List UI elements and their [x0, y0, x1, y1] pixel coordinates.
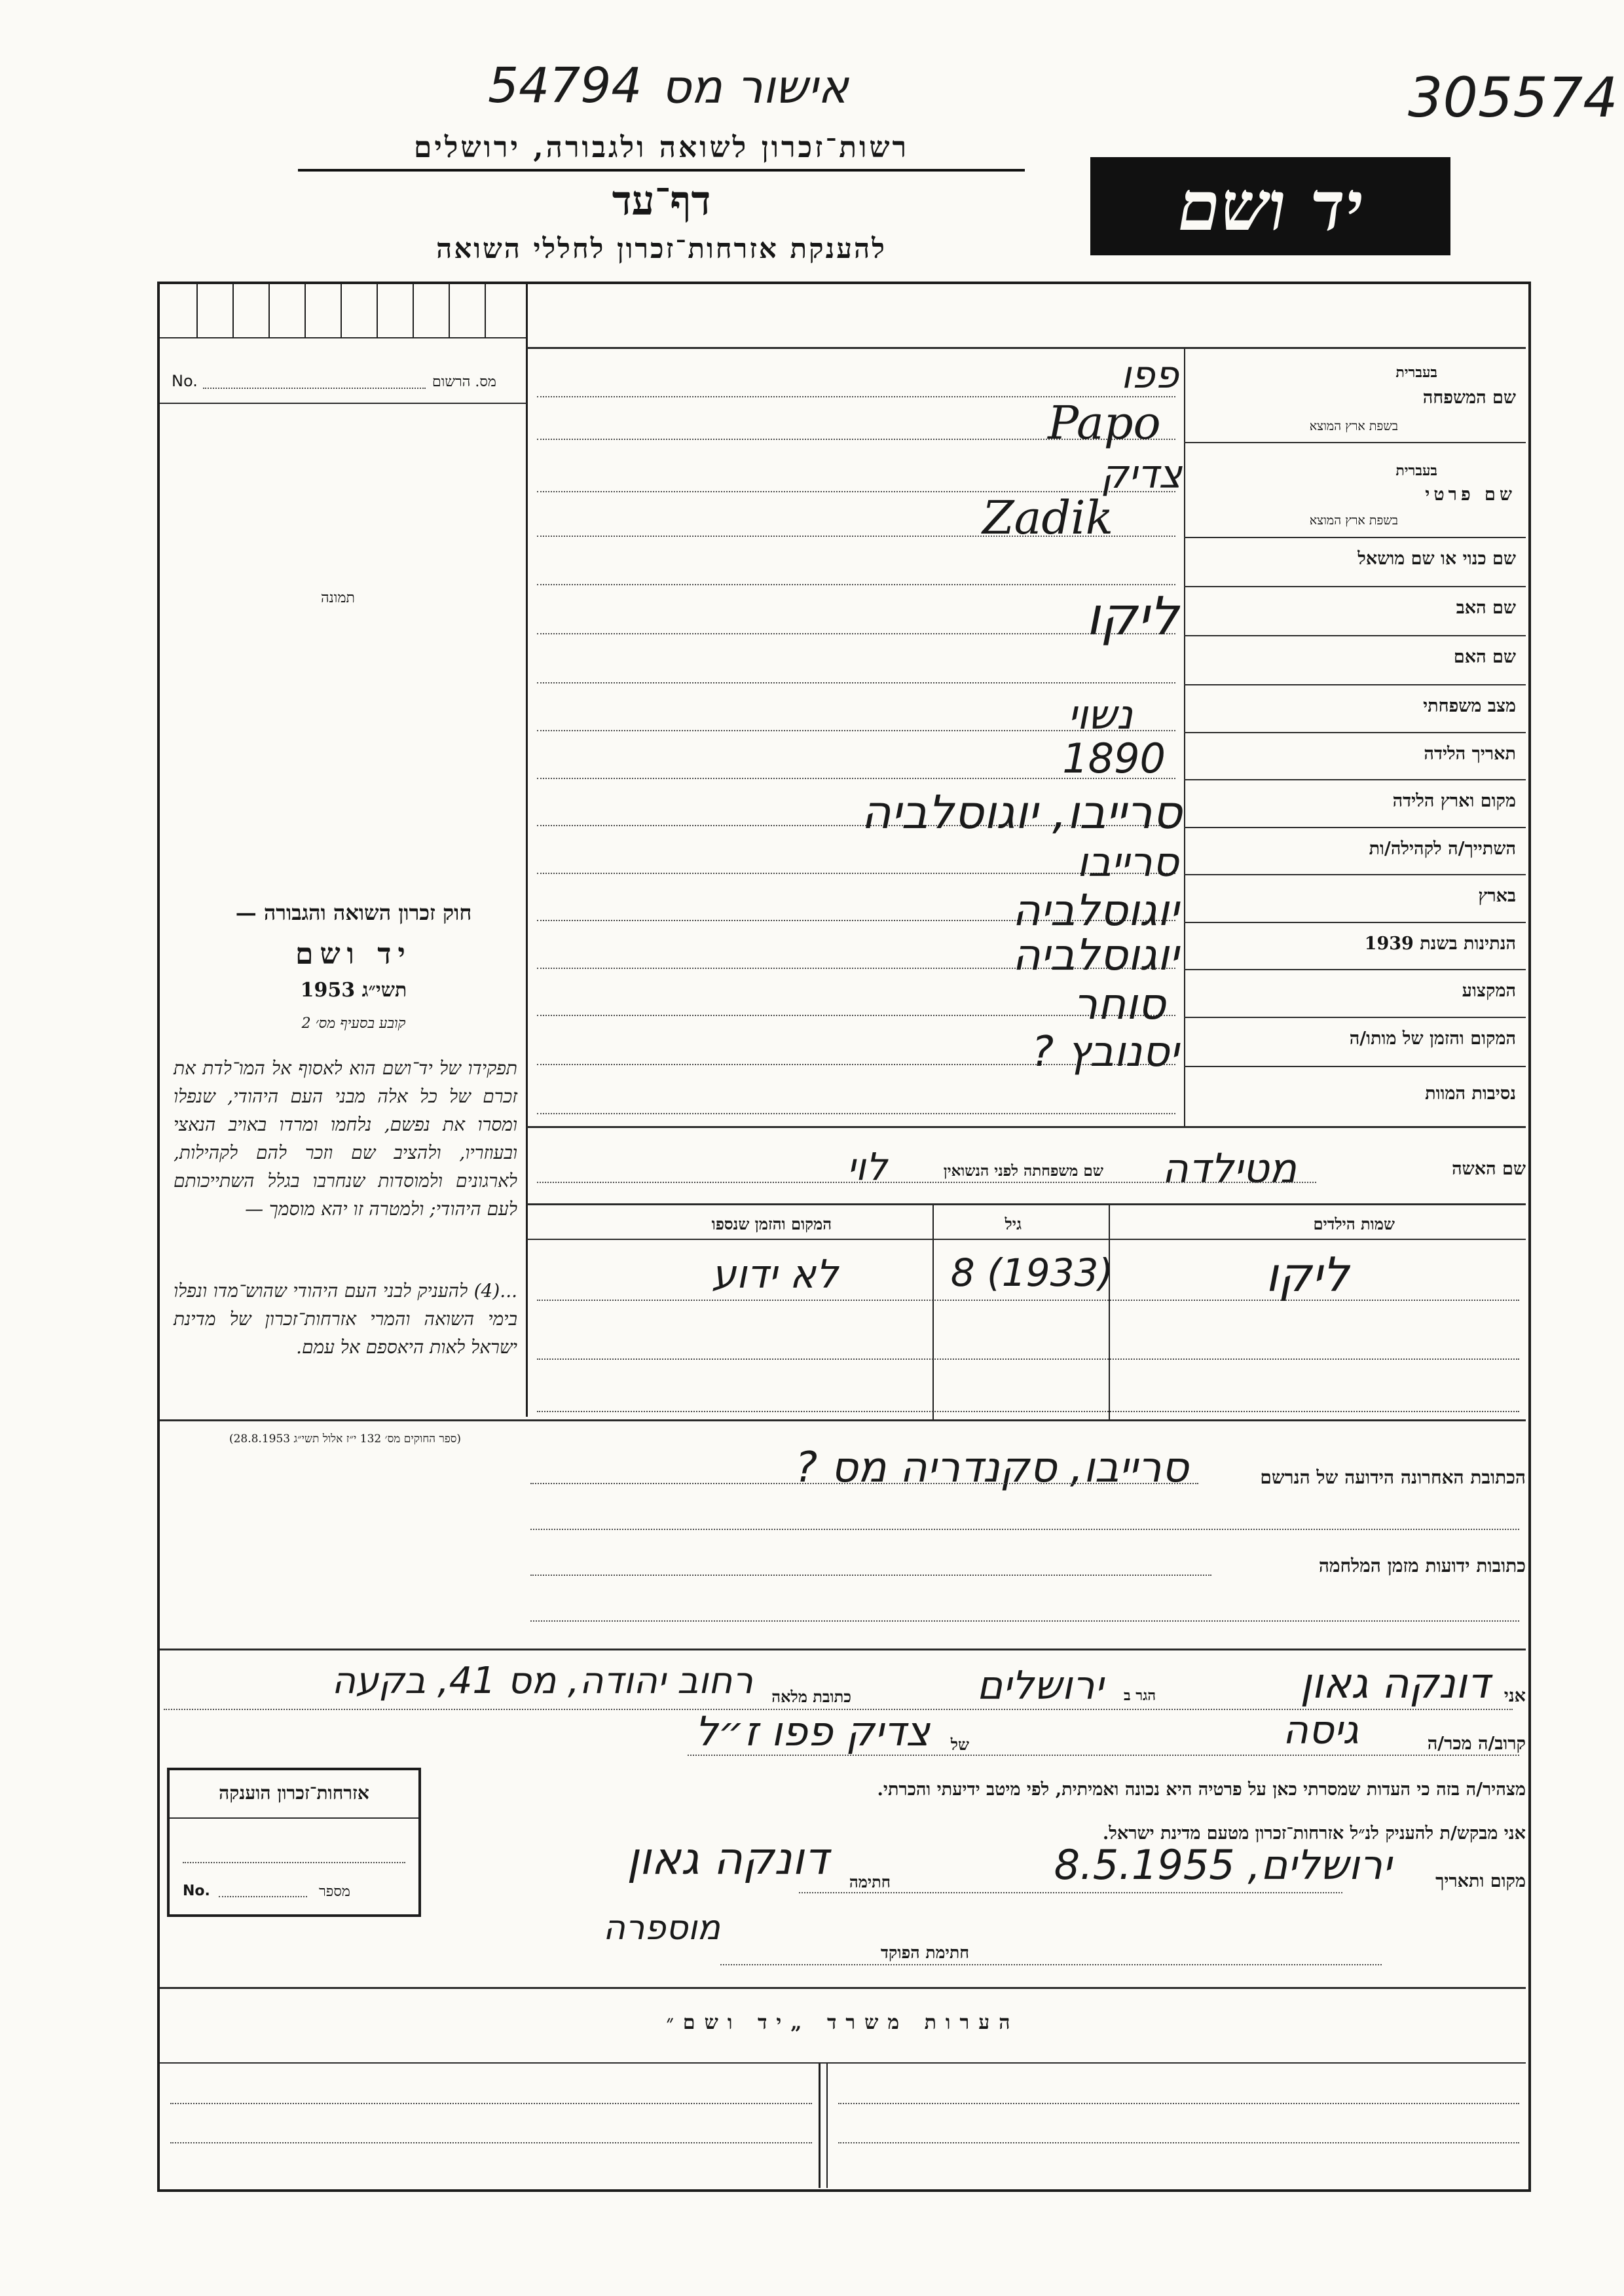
grant-no-label: No.: [183, 1883, 210, 1899]
children-age-col: גיל: [1005, 1214, 1022, 1233]
wife-maiden-label: שם משפחתה לפני הנשואין: [943, 1162, 1103, 1180]
grant-box-title: אזרחות־זכרון הוענקה: [219, 1782, 369, 1804]
logo-text: יד ושם: [1177, 166, 1363, 246]
first-name-label: שם פרטי: [1425, 484, 1516, 505]
declarant-lives-label: הגר ב: [1124, 1687, 1156, 1704]
yad-vashem-logo: [1090, 157, 1450, 255]
full-address-label: כתובת מלאה: [771, 1687, 851, 1706]
country-label: בארץ: [1478, 886, 1516, 906]
child-1-death: לא ידוע: [711, 1252, 838, 1298]
occupation-value: סוחר: [1073, 979, 1166, 1029]
relation-value: גיסה: [1282, 1707, 1359, 1753]
father-value: ליקו: [1086, 586, 1179, 647]
place-date-value: ירושלים, 8.5.1955: [1054, 1841, 1392, 1889]
wife-name-value: מטילדה: [1162, 1144, 1297, 1192]
law-year: תשי״ג 1953: [300, 979, 407, 1002]
law-title: חוק זכרון השואה והגבורה —: [235, 900, 472, 925]
corner-number: 305574: [1408, 65, 1618, 130]
law-text-1: תפקידו של יד־ושם הוא לאסוף אל המו־לדת את זכרם של כל אלה מבני העם היהודי, שנפלו ומסרו את נפשם, נלחמו ומרדו באויב הנאצי ובעוזריו, ולהציב שם וזכר להם לקהילות, לארגונים ולמוסדות שנחרבו בגלל השתייכותם לעם היהודי; ולמטרה זו יהא מוסמך —: [174, 1057, 517, 1220]
child-1-name: ליקו: [1265, 1247, 1349, 1302]
community-value: סרייבו: [1077, 838, 1179, 886]
place-date-label: מקום ותאריך: [1435, 1871, 1526, 1891]
approval-number: 54794: [488, 58, 642, 114]
death-place-value: יסנובץ ?: [1031, 1028, 1179, 1076]
occupation-label: המקצוע: [1462, 981, 1516, 1001]
family-name-origin-sublabel: בשפת ארץ המוצא: [1309, 419, 1398, 433]
approval-label: אישור מס: [661, 60, 849, 114]
declaration-text: מצהיר/ה בזה כי העדות שמסרתי כאן על פרטיה היא נכונה ואמיתית, לפי מיטב ידיעתי והכרתי.: [877, 1779, 1526, 1800]
notes-title: הערות משרד „יד ושם״: [666, 2011, 1020, 2034]
mother-label: שם האם: [1453, 647, 1516, 667]
country-value: יוגוסלביה: [1012, 885, 1179, 936]
death-place-label: המקום והזמן של מותו/ה: [1349, 1029, 1516, 1049]
last-address-value: סרייבו, סקנדריה מס ?: [795, 1444, 1189, 1492]
birth-date-value: 1890: [1062, 735, 1166, 782]
last-address-label: הכתובת האחרונה הידועה של הנרשם: [1260, 1467, 1526, 1488]
marital-label: מצב משפחתי: [1423, 696, 1516, 716]
officer-signature-value: מוספרה: [602, 1908, 720, 1948]
birth-date-label: תאריך הלידה: [1424, 744, 1516, 764]
law-text-2: ...(4) להעניק לבני העם היהודי שהוש־מדו ונפלו בימי השואה והמרי אזרחות־זכרון של מדינת ישראל לאות היאספם אל עמם.: [174, 1280, 517, 1358]
birth-place-label: מקום וארץ הלידה: [1392, 791, 1516, 811]
officer-signature-label: חתימת הפוקד: [880, 1943, 969, 1962]
registry-label: מס. הרשום: [432, 374, 496, 390]
request-text: אני מבקש/ת להעניק לנ״ל אזרחות־זכרון מטעם מדינת ישראל.: [1102, 1823, 1526, 1844]
family-name-he-sublabel: בעברית: [1395, 364, 1437, 381]
nickname-label: שם כנוי או שם מושאל: [1357, 549, 1516, 569]
death-cause-label: נסיבות המוות: [1425, 1084, 1516, 1104]
family-name-origin-value: Papo: [1048, 396, 1161, 450]
children-names-col: שמות הילדים: [1313, 1214, 1395, 1233]
wife-maiden-value: לוי: [847, 1144, 887, 1189]
law-citation: (ספר החוקים מס׳ 132 י״ז אלול תשי״ג 28.8.1953): [229, 1432, 462, 1446]
full-address-value: רחוב יהודה, מס 41, בקעה: [331, 1660, 753, 1702]
label-column-divider: [1184, 347, 1185, 1126]
family-name-label: שם המשפחה: [1422, 388, 1516, 408]
child-1-age: 8 (1933): [950, 1250, 1113, 1295]
children-death-col: המקום והזמן שנספו: [711, 1214, 832, 1233]
grant-box: [167, 1768, 421, 1917]
of-label: של: [950, 1735, 969, 1754]
law-name: יד ושם: [295, 938, 412, 971]
community-label: השתייך/ה לקהילה/ות: [1369, 839, 1516, 859]
grant-num-label: מספר: [319, 1884, 350, 1900]
citizenship-value: יוגוסלביה: [1012, 930, 1179, 980]
authority-underline: [298, 169, 1025, 172]
authority-title: רשות־זכרון לשואה ולגבורה, ירושלים: [413, 131, 910, 164]
form-title: דף־עד: [612, 177, 711, 225]
relative-label: קרוב/ה מכר/ה: [1427, 1734, 1526, 1754]
form-subtitle: להענקת אזרחות־זכרון לחללי השואה: [436, 232, 887, 264]
first-name-origin-value: Zadik: [982, 491, 1113, 545]
photo-label: תמונה: [321, 590, 355, 606]
signature-label: חתימה: [849, 1872, 891, 1891]
citizenship-label: הנתינות בשנת 1939: [1364, 934, 1516, 954]
first-name-he-sublabel: בעברית: [1395, 462, 1437, 479]
law-clause: קובע בסעיף מס׳ 2: [301, 1015, 406, 1032]
declarant-city: ירושלים: [976, 1663, 1103, 1709]
declarant-i-label: אני: [1504, 1686, 1526, 1706]
first-name-he-value: צדיק: [1100, 452, 1182, 498]
family-name-he-value: פפו: [1120, 352, 1179, 397]
marital-value: נשוי: [1067, 691, 1133, 738]
birth-place-value: סרייבו, יוגוסלביה: [861, 786, 1182, 839]
declarant-name: דונקה גאון: [1300, 1660, 1490, 1708]
wife-label: שם האשה: [1452, 1159, 1526, 1179]
signature-value: דונקה גאון: [627, 1833, 828, 1885]
of-name-value: צדיק פפו ז״ל: [695, 1707, 930, 1755]
father-label: שם האב: [1456, 598, 1516, 618]
left-column-divider: [526, 283, 528, 1417]
first-name-origin-sublabel: בשפת ארץ המוצא: [1309, 513, 1398, 528]
war-address-label: כתובות ידועות מזמן המלחמה: [1318, 1555, 1526, 1576]
registry-no: No.: [172, 372, 198, 390]
